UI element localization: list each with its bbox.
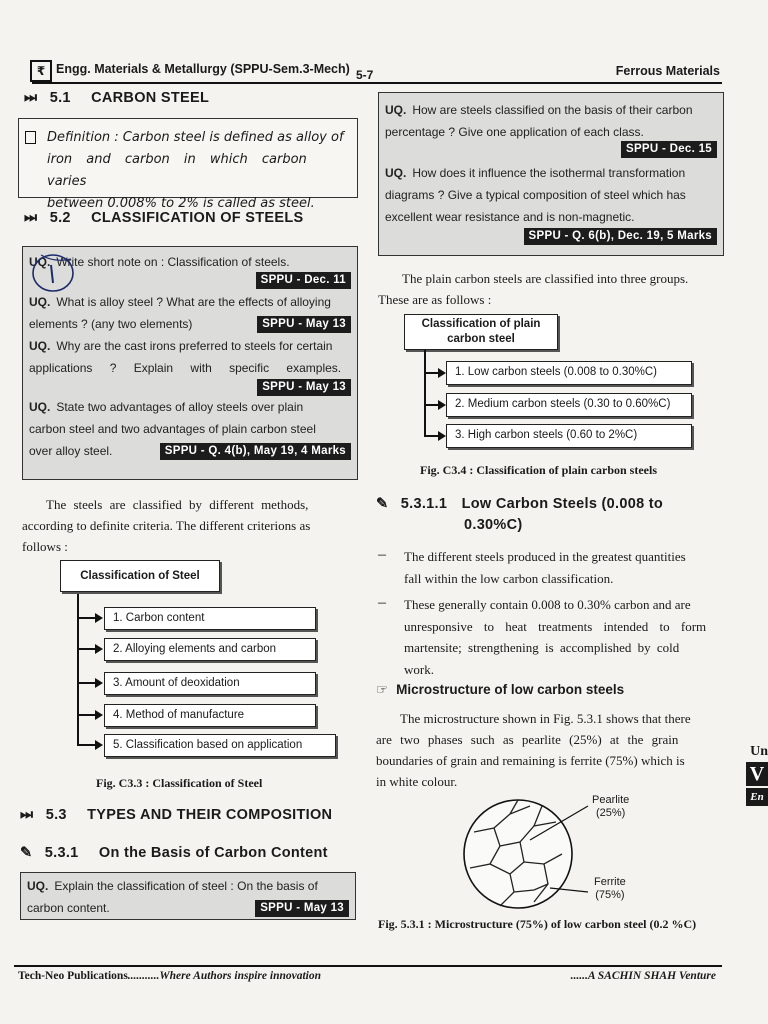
diagram-item: 3. High carbon steels (0.60 to 2%C) [446, 424, 692, 448]
diagram-item: 2. Alloying elements and carbon [104, 638, 316, 661]
book-title: Engg. Materials & Metallurgy (SPPU-Sem.3-Mech) [56, 62, 350, 76]
section-title: TYPES AND THEIR COMPOSITION [87, 807, 333, 823]
university-questions-box [22, 246, 358, 480]
section-marker-icon: ⏭ [24, 90, 38, 106]
pencil-icon: ✎ [20, 845, 33, 861]
microstructure-circle [460, 792, 660, 910]
arrow-right-icon [95, 740, 103, 750]
bullet-item: – The different steels produced in the greatest quantities fall within the low carbon classification. [378, 546, 686, 586]
section-5-3-1-heading [20, 845, 328, 861]
diagram-root-node: Classification of plain carbon steel [404, 314, 558, 350]
microstructure-figure [460, 792, 660, 910]
plain-carbon-classification-diagram [400, 314, 700, 454]
arrow-right-icon [438, 431, 446, 441]
ferrite-label: Ferrite (75%) [594, 876, 626, 901]
section-marker-icon: ⏭ [24, 210, 38, 226]
uq-item: UQ. State two advantages of alloy steels over plain [29, 400, 304, 414]
connector-line [77, 617, 97, 619]
uq-item: UQ. What is alloy steel ? What are the effects of alloying [29, 295, 331, 309]
diagram-item: 1. Carbon content [104, 607, 316, 630]
university-questions-box [378, 92, 724, 256]
diagram-root-node: Classification of Steel [60, 560, 220, 592]
uq-item: UQ. Write short note on : Classification of steels. [29, 255, 290, 269]
checkbox-square-icon [25, 131, 36, 144]
section-title: Low Carbon Steels (0.008 to [461, 496, 664, 512]
diagram-item: 4. Method of manufacture [104, 704, 316, 727]
bullet-item: – These generally contain 0.008 to 0.30% carbon and are unresponsive to heat treatments intended to form martensite; strengthening is accomplished by cold work. [378, 594, 707, 677]
uq-text: applications ? Explain with specific examples. [29, 361, 342, 375]
edge-tab-badge: V [746, 762, 768, 786]
connector-line [77, 682, 97, 684]
connector-line [77, 744, 97, 746]
diagram-item: 5. Classification based on application [104, 734, 336, 757]
uq-item: UQ. Why are the cast irons preferred to steels for certain [29, 339, 333, 353]
section-title-cont: 0.30%C) [464, 517, 523, 533]
section-number: 5.1 [49, 90, 71, 106]
section-5-1-heading [24, 90, 209, 106]
figure-caption: Fig. 5.3.1 : Microstructure (75%) of low carbon steel (0.2 %C) [378, 917, 697, 931]
chapter-title: Ferrous Materials [615, 64, 720, 78]
section-5-2-heading [24, 210, 303, 226]
section-title: CLASSIFICATION OF STEELS [91, 210, 304, 226]
pencil-icon: ✎ [376, 496, 389, 512]
figure-caption: Fig. C3.3 : Classification of Steel [96, 776, 263, 790]
arrow-right-icon [438, 368, 446, 378]
publisher-logo-icon: ₹ [30, 60, 52, 82]
edge-tab-text: Un [750, 744, 768, 759]
microstructure-paragraph: The microstructure shown in Fig. 5.3.1 shows that there are two phases such as pearlite (25%) at the grain boundaries of grain and remaining is ferrite (75%) which is in white colour. [376, 711, 691, 789]
arrow-right-icon [95, 678, 103, 688]
uq-text: carbon content. [27, 901, 110, 915]
section-number: 5.2 [49, 210, 71, 226]
arrow-right-icon [95, 644, 103, 654]
pointing-hand-icon: ☞ [376, 682, 389, 697]
definition-line: Definition : Carbon steel is defined as alloy of [47, 130, 344, 145]
section-number: 5.3.1 [44, 845, 79, 861]
classification-of-steel-diagram [22, 556, 356, 766]
section-marker-icon: ⏭ [20, 807, 34, 823]
microstructure-heading: ☞ Microstructure of low carbon steels [376, 682, 625, 697]
footer-left: Tech-Neo Publications...........Where Authors inspire innovation [18, 970, 322, 982]
edge-tab-label: En [746, 788, 768, 806]
sppu-tag: SPPU - Q. 6(b), Dec. 19, 5 Marks [524, 228, 717, 245]
page-number: 5-7 [356, 68, 374, 82]
definition-line: iron and carbon in which carbon varies [47, 152, 307, 189]
diagram-item: 1. Low carbon steels (0.008 to 0.30%C) [446, 361, 692, 385]
definition-line: between 0.008% to 2% is called as steel. [47, 196, 315, 211]
section-5-3-heading [20, 807, 332, 823]
diagram-trunk-line [424, 350, 426, 436]
sppu-tag: SPPU - Dec. 15 [621, 141, 717, 158]
section-number: 5.3 [45, 807, 67, 823]
handwritten-circle-annotation [27, 249, 83, 295]
connector-line [77, 714, 97, 716]
sppu-tag: SPPU - Q. 4(b), May 19, 4 Marks [160, 443, 351, 460]
section-title: CARBON STEEL [91, 90, 210, 106]
uq-text: over alloy steel. [29, 444, 113, 458]
arrow-right-icon [438, 400, 446, 410]
uq-text: excellent wear resistance and is non-magnetic. [385, 210, 635, 224]
uq-text: percentage ? Give one application of each class. [385, 125, 644, 139]
footer-rule [14, 965, 722, 967]
arrow-right-icon [95, 710, 103, 720]
sppu-tag: SPPU - Dec. 11 [256, 272, 351, 289]
sppu-tag: SPPU - May 13 [255, 900, 349, 917]
pearlite-label: Pearlite (25%) [592, 794, 630, 819]
university-question-box [20, 872, 356, 920]
definition-box [18, 118, 358, 211]
sppu-tag: SPPU - May 13 [257, 379, 351, 396]
sppu-tag: SPPU - May 13 [257, 316, 351, 333]
intro-paragraph: The steels are classified by different methods, according to definite criteria. The different criterions as follows : [22, 497, 311, 554]
section-5-3-1-1-heading [376, 494, 663, 536]
figure-caption: Fig. C3.4 : Classification of plain carbon steels [420, 463, 657, 477]
uq-item: UQ. How are steels classified on the basis of their carbon [385, 103, 693, 117]
arrow-right-icon [95, 613, 103, 623]
page-header [22, 56, 722, 86]
uq-item: UQ. How does it influence the isothermal transformation [385, 166, 686, 180]
uq-text: elements ? (any two elements) [29, 317, 193, 331]
uq-text: carbon steel and two advantages of plain carbon steel [29, 422, 316, 436]
plain-carbon-intro: The plain carbon steels are classified into three groups. These are as follows : [378, 271, 689, 307]
section-number: 5.3.1.1 [400, 496, 448, 512]
uq-item: UQ. Explain the classification of steel : On the basis of [27, 879, 318, 893]
header-rule [32, 82, 722, 84]
footer-right: ......A SACHIN SHAH Venture [570, 970, 716, 982]
uq-text: diagrams ? Give a typical composition of steel which has [385, 188, 686, 202]
diagram-item: 3. Amount of deoxidation [104, 672, 316, 695]
connector-line [77, 648, 97, 650]
section-title: On the Basis of Carbon Content [98, 845, 328, 861]
diagram-item: 2. Medium carbon steels (0.30 to 0.60%C) [446, 393, 692, 417]
